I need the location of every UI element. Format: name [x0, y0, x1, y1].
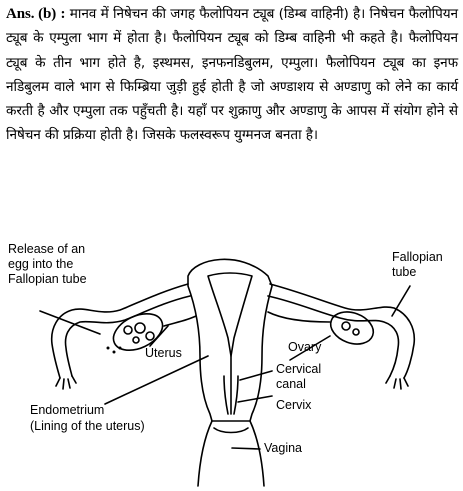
label-cervical-2: canal [276, 377, 306, 391]
right-ovary [326, 306, 378, 349]
label-ovary: Ovary [288, 340, 322, 354]
answer-separator: : [60, 6, 66, 22]
label-vagina: Vagina [264, 441, 302, 455]
label-release-egg-3: Fallopian tube [8, 272, 87, 286]
label-release-egg-1: Release of an [8, 242, 86, 256]
label-endometrium-1: Endometrium [30, 403, 105, 417]
label-fallopian-tube-1: Fallopian [392, 250, 443, 264]
label-uterus: Uterus [145, 346, 182, 360]
left-fimbriae [56, 376, 76, 389]
label-release-egg-2: egg into the [8, 257, 74, 271]
label-fallopian-tube-2: tube [392, 265, 417, 279]
label-cervical-1: Cervical [276, 362, 322, 376]
reproductive-system-diagram [0, 236, 463, 491]
uterine-cavity [208, 273, 252, 356]
vagina-outline [198, 421, 212, 486]
uterus-outline [188, 259, 272, 421]
answer-label: Ans. (b) [6, 6, 57, 22]
answer-text: मानव में निषेचन की जगह फैलोपियन ट्यूब (डिम्ब वाहिनी) है। निषेचन फैलोपियन ट्यूब के एम्पुला भाग में होता है। फैलोपियन ट्यूब को डिम्ब वाहिनी भी कहते है। फैलोपियन ट्यूब के तीन भाग होते है, इस्थमस, इनफनडिबुलम, एम्पुला। फैलोपियन ट्यूब का इनफ नडिबुलम वाले भाग से फिम्ब्रिया जुड़ी हुई होती है जो अण्डाशय से अण्डाणु को लेने का कार्य करती है और एम्पुला तक पहुँचती है। यहाँ पर शुक्राणु और अण्डाणु के आपस में संयोग होने से निषेचन की प्रक्रिया होती है। जिसके फलस्वरूप युग्मनज बनता है। [6, 6, 458, 144]
label-cervix: Cervix [276, 398, 312, 412]
left-fallopian-tube [52, 284, 188, 378]
answer-paragraph [6, 2, 458, 148]
right-fimbriae [386, 376, 408, 389]
label-endometrium-2: (Lining of the uterus) [30, 419, 145, 433]
